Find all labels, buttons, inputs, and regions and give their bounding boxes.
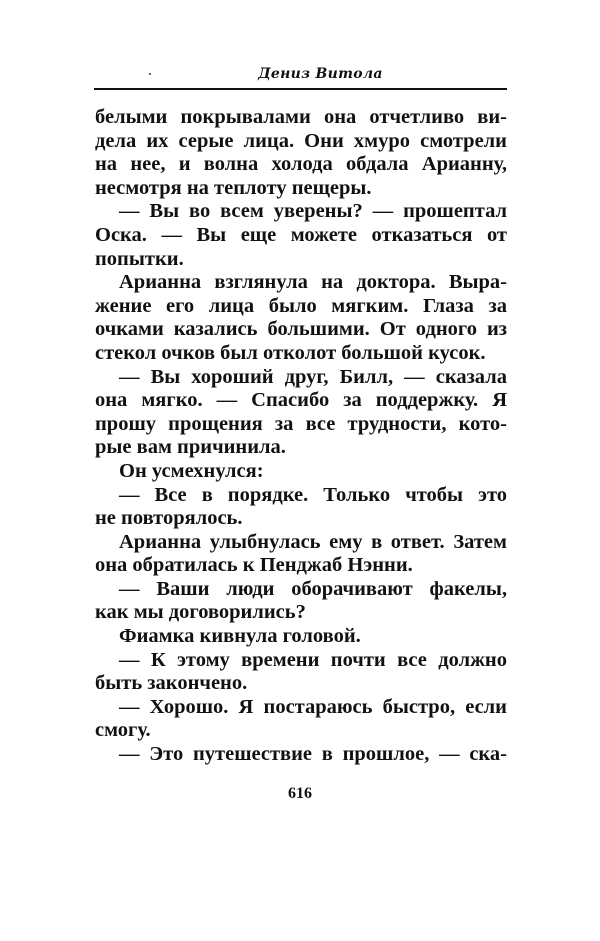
text-line: Он усмехнулся: — [119, 459, 264, 482]
text-line: дела их серые лица. Они хмуро смотрели — [95, 129, 507, 152]
header-rule — [94, 88, 507, 90]
text-line: рые вам причинила. — [95, 436, 286, 459]
text-line: — Хорошо. Я постараюсь быстро, если — [119, 695, 507, 718]
text-line: стекол очков был отколот большой кусок. — [95, 341, 486, 364]
text-line: быть закончено. — [95, 672, 248, 695]
text-line: на нее, и волна холода обдала Арианну, — [95, 153, 507, 176]
text-line: как мы договорились? — [95, 601, 306, 624]
text-line: она мягко. — Спасибо за поддержку. Я — [95, 389, 507, 412]
text-line: жение его лица было мягким. Глаза за — [95, 294, 507, 317]
running-head — [94, 66, 507, 86]
text-line: она обратилась к Пенджаб Нэнни. — [95, 554, 413, 577]
running-head-title: Дениз Витола — [258, 66, 383, 82]
text-line: Арианна взглянула на доктора. Выра- — [119, 271, 507, 294]
page-number: 616 — [288, 785, 312, 802]
text-line: — Вы хороший друг, Билл, — сказала — [119, 365, 507, 388]
body-text — [95, 106, 507, 767]
text-line: прошу прощения за все трудности, кото- — [95, 412, 507, 435]
text-line: Арианна улыбнулась ему в ответ. Затем — [119, 530, 507, 553]
text-line: очками казались большими. От одного из — [95, 318, 507, 341]
text-line: — Ваши люди оборачивают факелы, — [119, 577, 507, 600]
text-line: — Это путешествие в прошлое, — ска- — [119, 743, 507, 766]
text-line: — Все в порядке. Только чтобы это — [119, 483, 507, 506]
text-line: белыми покрывалами она отчетливо ви- — [95, 106, 507, 128]
text-line: не повторялось. — [95, 507, 243, 530]
text-line: Фиамка кивнула головой. — [119, 625, 361, 648]
text-line: несмотря на теплоту пещеры. — [95, 176, 372, 199]
text-line: — Вы во всем уверены? — прошептал — [119, 200, 507, 223]
text-line: попытки. — [95, 247, 184, 270]
text-line: Оска. — Вы еще можете отказаться от — [95, 223, 507, 246]
text-line: смогу. — [95, 719, 151, 742]
text-line: — К этому времени почти все должно — [119, 648, 507, 671]
